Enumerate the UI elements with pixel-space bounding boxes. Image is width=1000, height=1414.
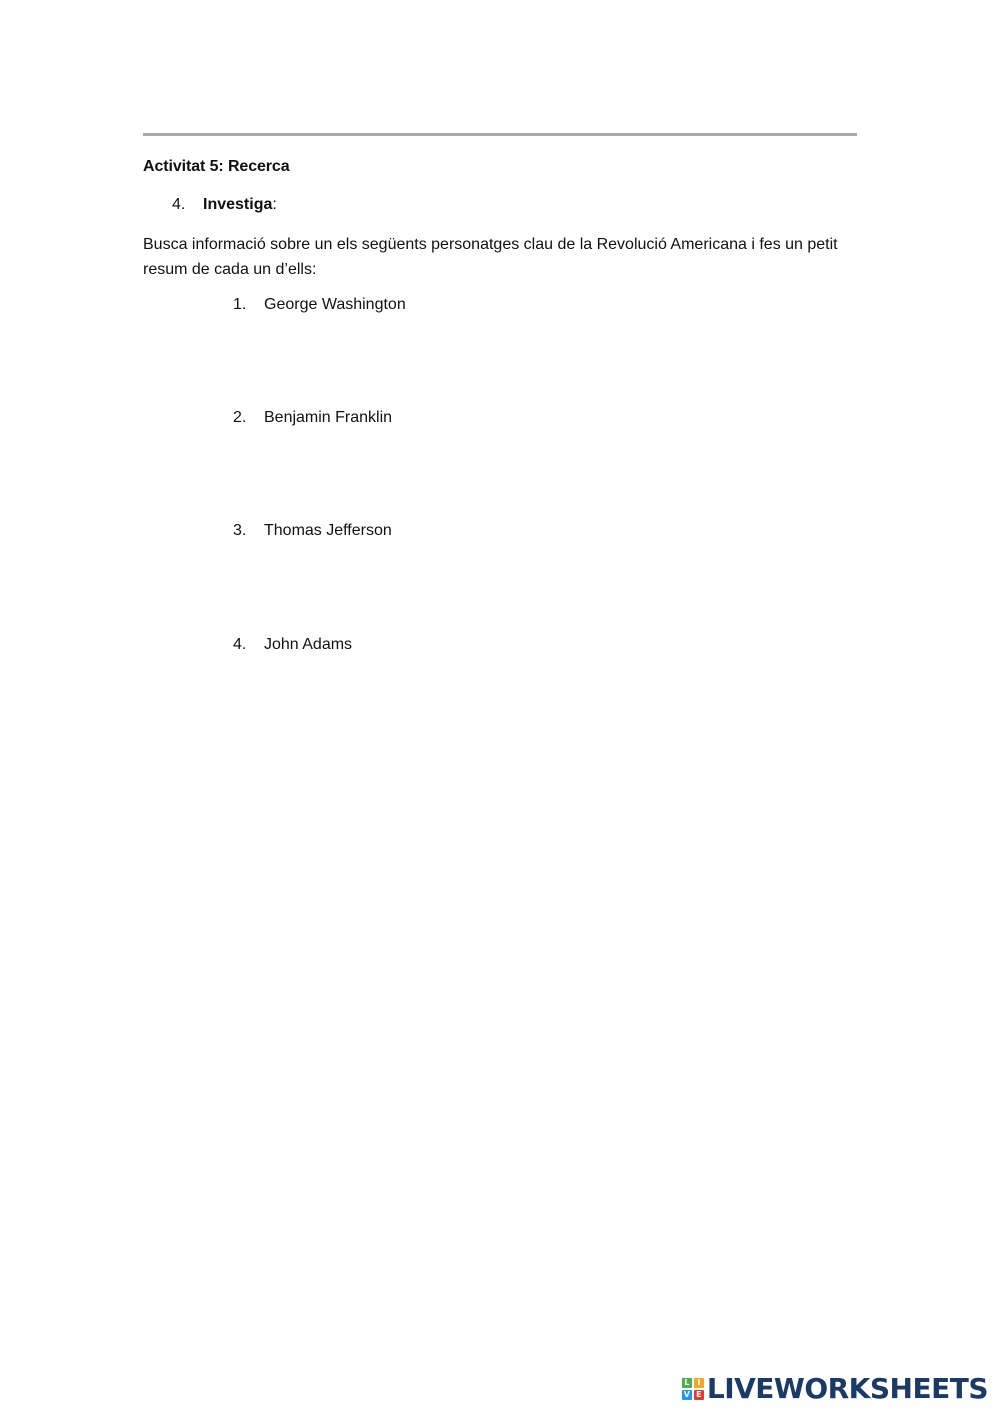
list-item-number: 3. [233, 522, 247, 539]
task-number: 4. [172, 196, 186, 213]
list-item [233, 296, 406, 314]
list-item [233, 636, 352, 654]
task-label: Investiga [203, 196, 273, 213]
header-divider [143, 133, 857, 136]
list-item-name: Thomas Jefferson [264, 522, 392, 539]
list-item-number: 4. [233, 636, 247, 653]
logo-mark-tile: E [694, 1390, 704, 1400]
list-item-number: 1. [233, 296, 247, 313]
liveworksheets-logo[interactable] [682, 1374, 988, 1404]
task-suffix: : [272, 196, 277, 213]
instructions-text: Busca informació sobre un els següents personatges clau de la Revolució Americana i fes un petit resum de cada un d’ells: [143, 236, 838, 278]
logo-mark-icon [682, 1378, 704, 1400]
activity-title: Activitat 5: Recerca [143, 158, 290, 175]
list-item [233, 409, 392, 427]
logo-mark-tile: V [683, 1390, 690, 1399]
logo-mark-tile: L [682, 1378, 692, 1388]
list-item-name: Benjamin Franklin [264, 409, 393, 426]
list-item [233, 522, 392, 540]
logo-mark-tile: I [694, 1378, 704, 1388]
list-item-name: George Washington [264, 296, 406, 313]
task-heading [172, 196, 277, 214]
list-item-name: John Adams [264, 636, 353, 653]
logo-text: LIVEWORKSHEETS [706, 1372, 988, 1405]
list-item-number: 2. [233, 409, 247, 426]
